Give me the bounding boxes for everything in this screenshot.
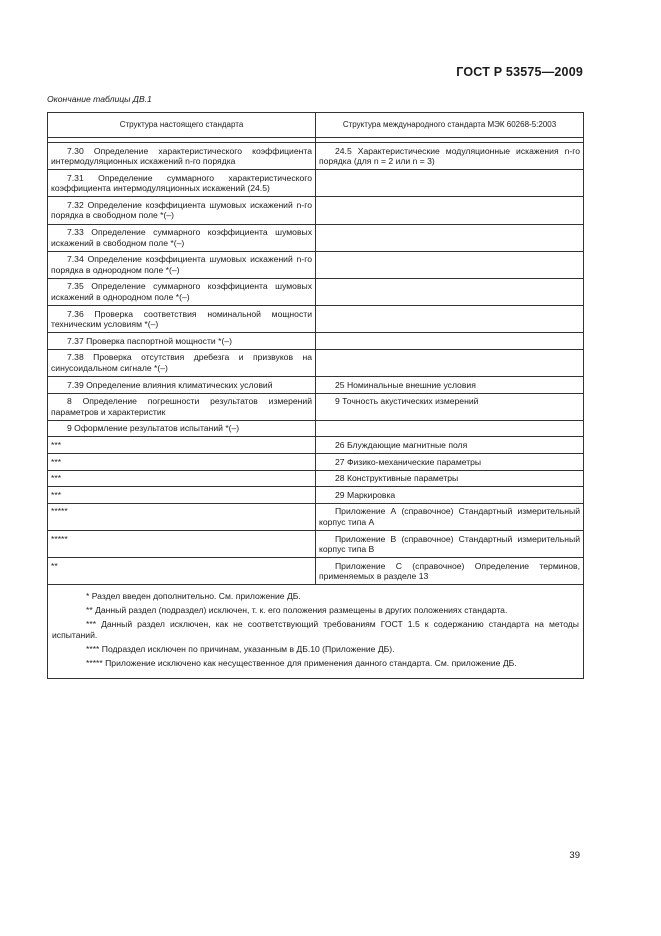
national-cell: 7.35 Определение суммарного коэффициента шумовых искажений в однородном поле *(–)	[48, 278, 316, 305]
national-cell: ***	[48, 454, 316, 471]
table-row	[48, 437, 584, 454]
footnotes	[48, 585, 584, 679]
national-cell: 7.31 Определение суммарного характеристического коэффициента интермодуляционных искажений (24.5)	[48, 170, 316, 197]
international-cell	[316, 349, 584, 376]
table-caption: Окончание таблицы ДВ.1	[47, 94, 152, 104]
correspondence-table	[47, 112, 584, 679]
national-cell: 7.33 Определение суммарного коэффициента шумовых искажений в свободном поле *(–)	[48, 224, 316, 251]
page-number: 39	[569, 850, 580, 861]
table-row	[48, 377, 584, 394]
national-cell: 7.32 Определение коэффициента шумовых искажений n-го порядка в свободном поле *(–)	[48, 197, 316, 224]
national-cell: **	[48, 558, 316, 585]
document-header: ГОСТ Р 53575—2009	[456, 65, 583, 79]
international-cell: 27 Физико-механические параметры	[316, 454, 584, 471]
international-cell	[316, 420, 584, 437]
column-header-national: Структура настоящего стандарта	[48, 113, 316, 138]
table-row	[48, 487, 584, 504]
national-cell: 7.38 Проверка отсутствия дребезга и призвуков на синусоидальном сигнале *(–)	[48, 349, 316, 376]
international-cell	[316, 224, 584, 251]
footnotes-row	[48, 585, 584, 679]
national-cell: *****	[48, 531, 316, 558]
table-row	[48, 470, 584, 487]
international-cell	[316, 333, 584, 350]
international-cell: Приложение С (справочное) Определение терминов, применяемых в разделе 13	[316, 558, 584, 585]
national-cell: 7.37 Проверка паспортной мощности *(–)	[48, 333, 316, 350]
table-row	[48, 393, 584, 420]
international-cell	[316, 251, 584, 278]
national-cell: ***	[48, 470, 316, 487]
footnote: ** Данный раздел (подраздел) исключен, т. к. его положения размещены в других положениях стандарта.	[86, 605, 508, 616]
table-header-row	[48, 113, 584, 138]
international-cell	[316, 197, 584, 224]
footnote: ***** Приложение исключено как несущественное для применения данного стандарта. См. приложение ДБ.	[86, 658, 517, 669]
international-cell	[316, 278, 584, 305]
national-cell: 7.36 Проверка соответствия номинальной мощности техническим условиям *(–)	[48, 306, 316, 333]
table-row	[48, 531, 584, 558]
international-cell: 26 Блуждающие магнитные поля	[316, 437, 584, 454]
international-cell	[316, 306, 584, 333]
national-cell: 7.30 Определение характеристического коэффициента интермодуляционных искажений n-го порядка	[48, 143, 316, 170]
international-cell: 28 Конструктивные параметры	[316, 470, 584, 487]
table-row	[48, 143, 584, 170]
table-row	[48, 349, 584, 376]
national-cell: 8 Определение погрешности результатов измерений параметров и характеристик	[48, 393, 316, 420]
international-cell: Приложение А (справочное) Стандартный измерительный корпус типа А	[316, 503, 584, 530]
footnote: *** Данный раздел исключен, как не соответствующий требованиям ГОСТ 1.5 к содержанию стандарта на методы испытаний.	[52, 619, 579, 641]
table-row	[48, 420, 584, 437]
table-row	[48, 170, 584, 197]
table-row	[48, 278, 584, 305]
international-cell: Приложение В (справочное) Стандартный измерительный корпус типа В	[316, 531, 584, 558]
national-cell: ***	[48, 437, 316, 454]
footnote: * Раздел введен дополнительно. См. приложение ДБ.	[86, 591, 301, 602]
table-row	[48, 197, 584, 224]
international-cell	[316, 170, 584, 197]
table-row	[48, 503, 584, 530]
national-cell: 7.34 Определение коэффициента шумовых искажений n-го порядка в однородном поле *(–)	[48, 251, 316, 278]
table-row	[48, 558, 584, 585]
table-row	[48, 251, 584, 278]
table-row	[48, 333, 584, 350]
footnote: **** Подраздел исключен по причинам, указанным в ДБ.10 (Приложение ДБ).	[86, 644, 395, 655]
column-header-international: Структура международного стандарта МЭК 60268-5:2003	[316, 113, 584, 138]
national-cell: 9 Оформление результатов испытаний *(–)	[48, 420, 316, 437]
table-row	[48, 224, 584, 251]
national-cell: ***	[48, 487, 316, 504]
national-cell: *****	[48, 503, 316, 530]
table-row	[48, 454, 584, 471]
international-cell: 29 Маркировка	[316, 487, 584, 504]
table-row	[48, 306, 584, 333]
international-cell: 25 Номинальные внешние условия	[316, 377, 584, 394]
national-cell: 7.39 Определение влияния климатических условий	[48, 377, 316, 394]
international-cell: 9 Точность акустических измерений	[316, 393, 584, 420]
international-cell: 24.5 Характеристические модуляционные искажения n-го порядка (для n = 2 или n = 3)	[316, 143, 584, 170]
